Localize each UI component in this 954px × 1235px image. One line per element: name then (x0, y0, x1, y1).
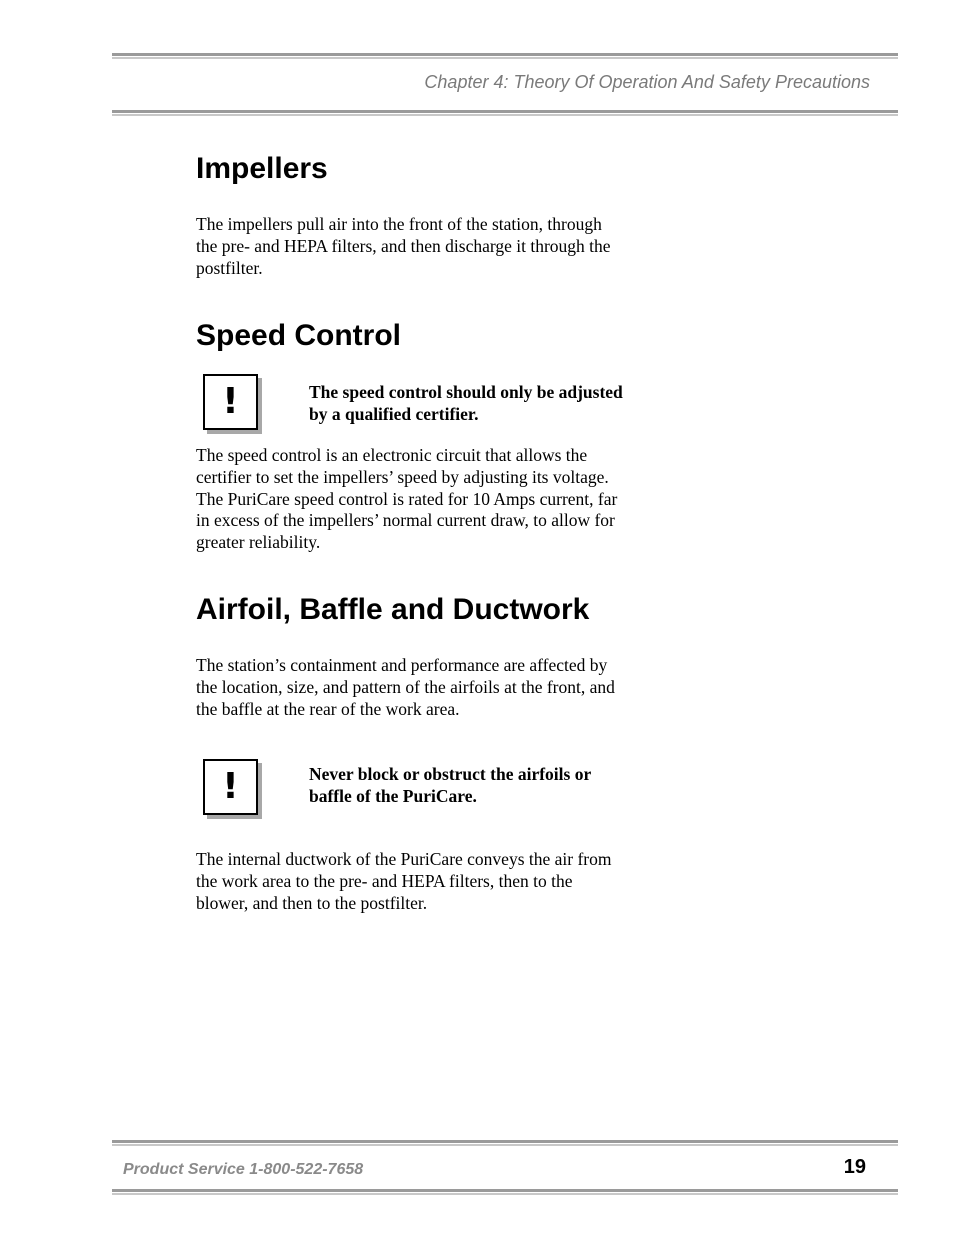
speed-control-warning-text: The speed control should only be adjusted by a qualified certifier. (309, 382, 623, 424)
airfoil-paragraph: The station’s containment and performance are affected by the location, size, and pattern of the airfoils at the front, and the baffle at the rear of the work area. (196, 655, 615, 719)
footer-top-rule (112, 1140, 898, 1146)
chapter-title: Chapter 4: Theory Of Operation And Safety Precautions (424, 72, 870, 92)
heading-speed-control: Speed Control (196, 319, 402, 352)
heading-impellers: Impellers (196, 152, 328, 185)
header-bottom-rule (112, 110, 898, 116)
product-service-phone: Product Service 1-800-522-7658 (123, 1161, 364, 1178)
warning-exclamation-icon: ! (203, 374, 258, 430)
warning-exclamation-icon: ! (203, 759, 258, 815)
speed-control-paragraph: The speed control is an electronic circuit that allows the certifier to set the impellers’ speed by adjusting its voltage. The PuriCare speed control is rated for 10 Amps current, far in excess of the impellers’ normal current draw, to allow for greater reliability. (196, 445, 618, 553)
heading-airfoil-baffle-ductwork: Airfoil, Baffle and Ductwork (196, 593, 590, 626)
header-top-rule (112, 53, 898, 59)
footer-bottom-rule (112, 1189, 898, 1195)
impellers-paragraph: The impellers pull air into the front of the station, through the pre- and HEPA filters, and then discharge it through the postfilter. (196, 214, 611, 278)
ductwork-paragraph: The internal ductwork of the PuriCare conveys the air from the work area to the pre- and HEPA filters, then to the blower, and then to the postfilter. (196, 849, 612, 913)
page-number: 19 (843, 1156, 866, 1178)
airfoil-warning-text: Never block or obstruct the airfoils or baffle of the PuriCare. (309, 764, 591, 806)
